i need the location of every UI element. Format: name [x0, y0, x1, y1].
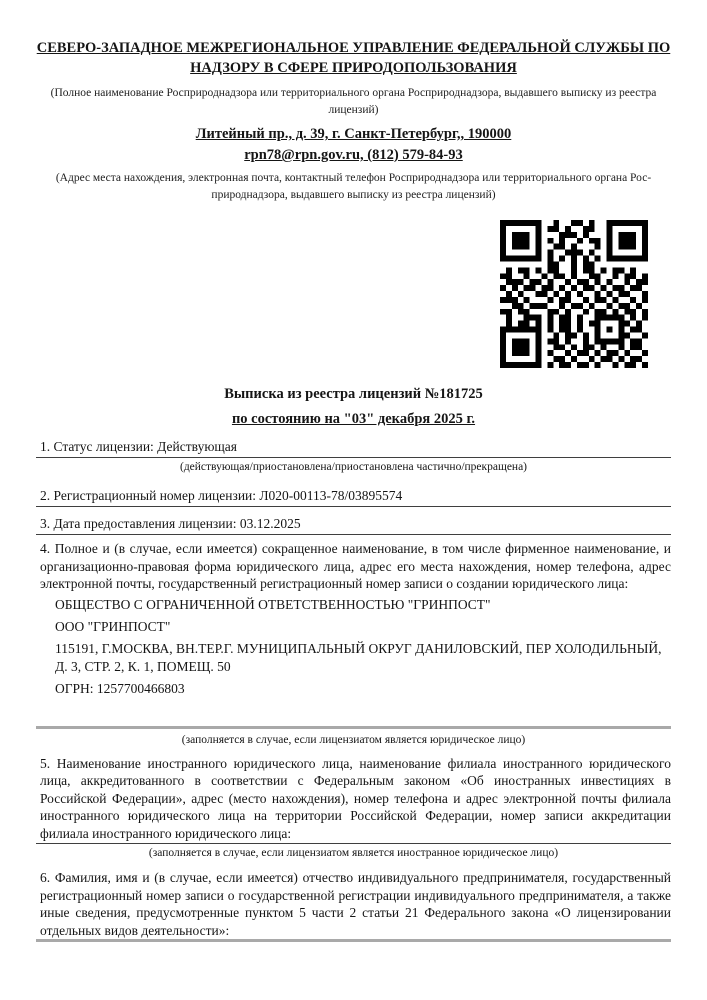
authority-contact: rpn78@rpn.gov.ru, (812) 579-84-93 — [244, 147, 463, 163]
section-divider — [36, 726, 671, 729]
authority-name: СЕВЕРО-ЗАПАДНОЕ МЕЖРЕГИОНАЛЬНОЕ УПРАВЛЕНИЕ ФЕДЕРАЛЬНОЙ СЛУЖБЫ ПО НАДЗОРУ В СФЕРЕ ПРИРОДОПОЛЬЗОВАНИЯ — [36, 40, 671, 76]
extract-date-subtitle: по состоянию на "03" декабря 2025 г. — [231, 411, 476, 427]
authority-address-block — [36, 124, 671, 166]
item-3-license-date: 3. Дата предоставления лицензии: 03.12.2025 — [40, 516, 301, 531]
divider — [36, 506, 671, 507]
legal-entity-caption: (заполняется в случае, если лицензиатом является юридическое лицо) — [181, 733, 526, 746]
qr-code — [500, 220, 648, 368]
item-6-description: 6. Фамилия, имя и (в случае, если имеется) отчество индивидуального предпринимателя, государственный регистрационный номер записи о государственной регистрации индивидуального предпринимателя, а также иные сведения, предусмотренные пунктом 5 части 2 статьи 21 Федерального закона «О лицензировании отдельных видов деятельности»: — [40, 870, 671, 938]
item-5-description: 5. Наименование иностранного юридического лица, наименование филиала иностранного юридического лица, аккредитованного в соответствии с Федеральным законом «Об иностранных инвестициях в Российской Федерации», адрес (место нахождения), номер телефона и адрес электронной почты филиала иностранного юридического лица на территории Российской Федерации, номер записи аккредитации филиала иностранного юридического лица: — [40, 755, 671, 841]
licensee-block — [36, 596, 671, 698]
extract-title: Выписка из реестра лицензий №181725 — [224, 386, 483, 402]
divider — [36, 843, 671, 844]
status-options-caption: (действующая/приостановлена/приостановлена частично/прекращена) — [179, 461, 528, 473]
item-2-registration-number: 2. Регистрационный номер лицензии: Л020-00113-78/03895574 — [40, 488, 403, 503]
authority-address: Литейный пр., д. 39, г. Санкт-Петербург,, 190000 — [195, 126, 512, 142]
item-1-license-status: 1. Статус лицензии: Действующая — [40, 439, 238, 454]
divider — [36, 457, 671, 458]
qr-code-image — [500, 220, 648, 368]
item-4-description: 4. Полное и (в случае, если имеется) сокращенное наименование, в том числе фирменное наименование, и организационно-правовая форма юридического лица, адрес его места нахождения, номер телефона, адрес электронной почты, государственный регистрационный номер записи о создании юридического лица: — [40, 541, 671, 591]
divider — [36, 534, 671, 535]
licensee-address: 115191, Г.МОСКВА, ВН.ТЕР.Г. МУНИЦИПАЛЬНЫЙ ОКРУГ ДАНИЛОВСКИЙ, ПЕР ХОЛОДИЛЬНЫЙ, Д. 3, СТР. 2, К. 1, ПОМЕЩ. 50 — [55, 640, 662, 674]
section-divider — [36, 939, 671, 942]
authority-name-caption: (Полное наименование Росприроднадзора или территориального органа Росприроднадзора, выдавшего выписку из реестра лицензий) — [50, 87, 657, 116]
foreign-entity-caption: (заполняется в случае, если лицензиатом является иностранное юридическое лицо) — [148, 847, 559, 859]
authority-address-caption: (Адрес места нахождения, электронная почта, контактный телефон Росприроднадзора или территориального органа Росприроднадзора, выдавшего выписку из реестра лицензий) — [55, 172, 652, 201]
licensee-full-name: ОБЩЕСТВО С ОГРАНИЧЕННОЙ ОТВЕТСТВЕННОСТЬЮ "ГРИНПОСТ" — [55, 596, 491, 612]
licensee-short-name: ООО "ГРИНПОСТ" — [55, 618, 171, 634]
licensee-ogrn: ОГРН: 1257700466803 — [55, 680, 185, 696]
